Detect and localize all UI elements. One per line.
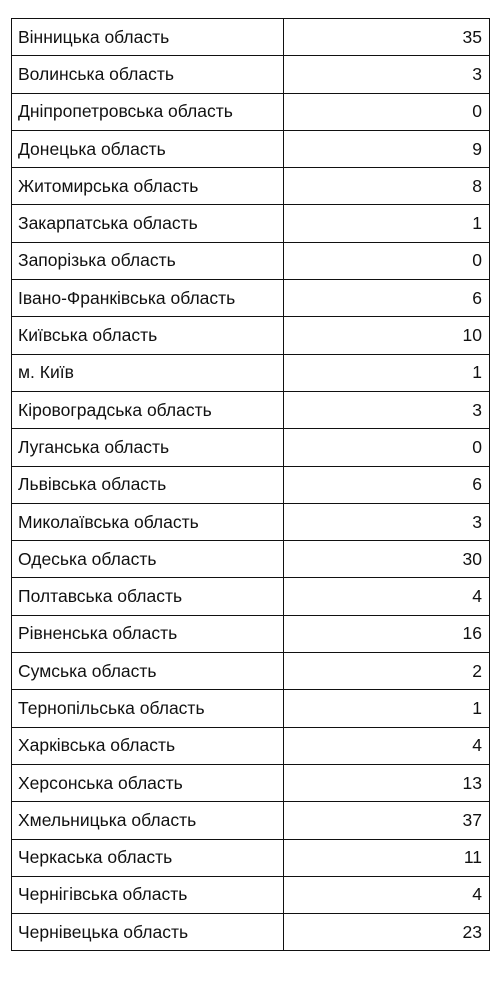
region-name-cell: Рівненська область: [12, 615, 284, 652]
region-value-cell: 4: [284, 578, 490, 615]
table-row: [12, 317, 490, 354]
table-row: [12, 56, 490, 93]
region-name-cell: Сумська область: [12, 653, 284, 690]
region-name-cell: Запорізька область: [12, 242, 284, 279]
region-value-cell: 0: [284, 93, 490, 130]
table-row: [12, 168, 490, 205]
region-value-cell: 1: [284, 205, 490, 242]
table-row: [12, 466, 490, 503]
table-body: [12, 19, 490, 951]
region-value-cell: 23: [284, 914, 490, 951]
table-row: [12, 242, 490, 279]
region-table-container: [11, 18, 489, 951]
table-row: [12, 802, 490, 839]
region-name-cell: Луганська область: [12, 429, 284, 466]
region-value-cell: 1: [284, 690, 490, 727]
region-name-cell: Херсонська область: [12, 764, 284, 801]
table-row: [12, 130, 490, 167]
table-row: [12, 764, 490, 801]
region-value-cell: 8: [284, 168, 490, 205]
region-value-cell: 6: [284, 466, 490, 503]
region-name-cell: Львівська область: [12, 466, 284, 503]
region-value-cell: 1: [284, 354, 490, 391]
region-value-cell: 37: [284, 802, 490, 839]
region-name-cell: Волинська область: [12, 56, 284, 93]
table-row: [12, 690, 490, 727]
region-name-cell: Житомирська область: [12, 168, 284, 205]
region-value-cell: 3: [284, 391, 490, 428]
region-name-cell: м. Київ: [12, 354, 284, 391]
table-row: [12, 615, 490, 652]
region-value-cell: 4: [284, 876, 490, 913]
region-name-cell: Полтавська область: [12, 578, 284, 615]
region-value-cell: 0: [284, 429, 490, 466]
table-row: [12, 429, 490, 466]
region-name-cell: Донецька область: [12, 130, 284, 167]
region-value-cell: 35: [284, 19, 490, 56]
region-name-cell: Черкаська область: [12, 839, 284, 876]
table-row: [12, 354, 490, 391]
region-value-cell: 30: [284, 541, 490, 578]
table-row: [12, 541, 490, 578]
region-value-cell: 9: [284, 130, 490, 167]
table-row: [12, 653, 490, 690]
region-value-cell: 2: [284, 653, 490, 690]
region-name-cell: Кіровоградська область: [12, 391, 284, 428]
region-value-cell: 11: [284, 839, 490, 876]
region-value-cell: 3: [284, 56, 490, 93]
region-name-cell: Харківська область: [12, 727, 284, 764]
table-row: [12, 503, 490, 540]
table-row: [12, 205, 490, 242]
region-name-cell: Чернігівська область: [12, 876, 284, 913]
region-name-cell: Чернівецька область: [12, 914, 284, 951]
region-counts-table: [11, 18, 490, 951]
table-row: [12, 391, 490, 428]
table-row: [12, 578, 490, 615]
region-value-cell: 13: [284, 764, 490, 801]
region-value-cell: 4: [284, 727, 490, 764]
region-name-cell: Хмельницька область: [12, 802, 284, 839]
region-value-cell: 3: [284, 503, 490, 540]
region-value-cell: 0: [284, 242, 490, 279]
table-row: [12, 839, 490, 876]
table-row: [12, 876, 490, 913]
region-name-cell: Одеська область: [12, 541, 284, 578]
table-row: [12, 727, 490, 764]
region-name-cell: Миколаївська область: [12, 503, 284, 540]
table-row: [12, 19, 490, 56]
region-value-cell: 16: [284, 615, 490, 652]
region-value-cell: 6: [284, 280, 490, 317]
region-value-cell: 10: [284, 317, 490, 354]
table-row: [12, 914, 490, 951]
region-name-cell: Київська область: [12, 317, 284, 354]
region-name-cell: Закарпатська область: [12, 205, 284, 242]
region-name-cell: Івано-Франківська область: [12, 280, 284, 317]
table-row: [12, 280, 490, 317]
table-row: [12, 93, 490, 130]
region-name-cell: Тернопільська область: [12, 690, 284, 727]
region-name-cell: Вінницька область: [12, 19, 284, 56]
region-name-cell: Дніпропетровська область: [12, 93, 284, 130]
